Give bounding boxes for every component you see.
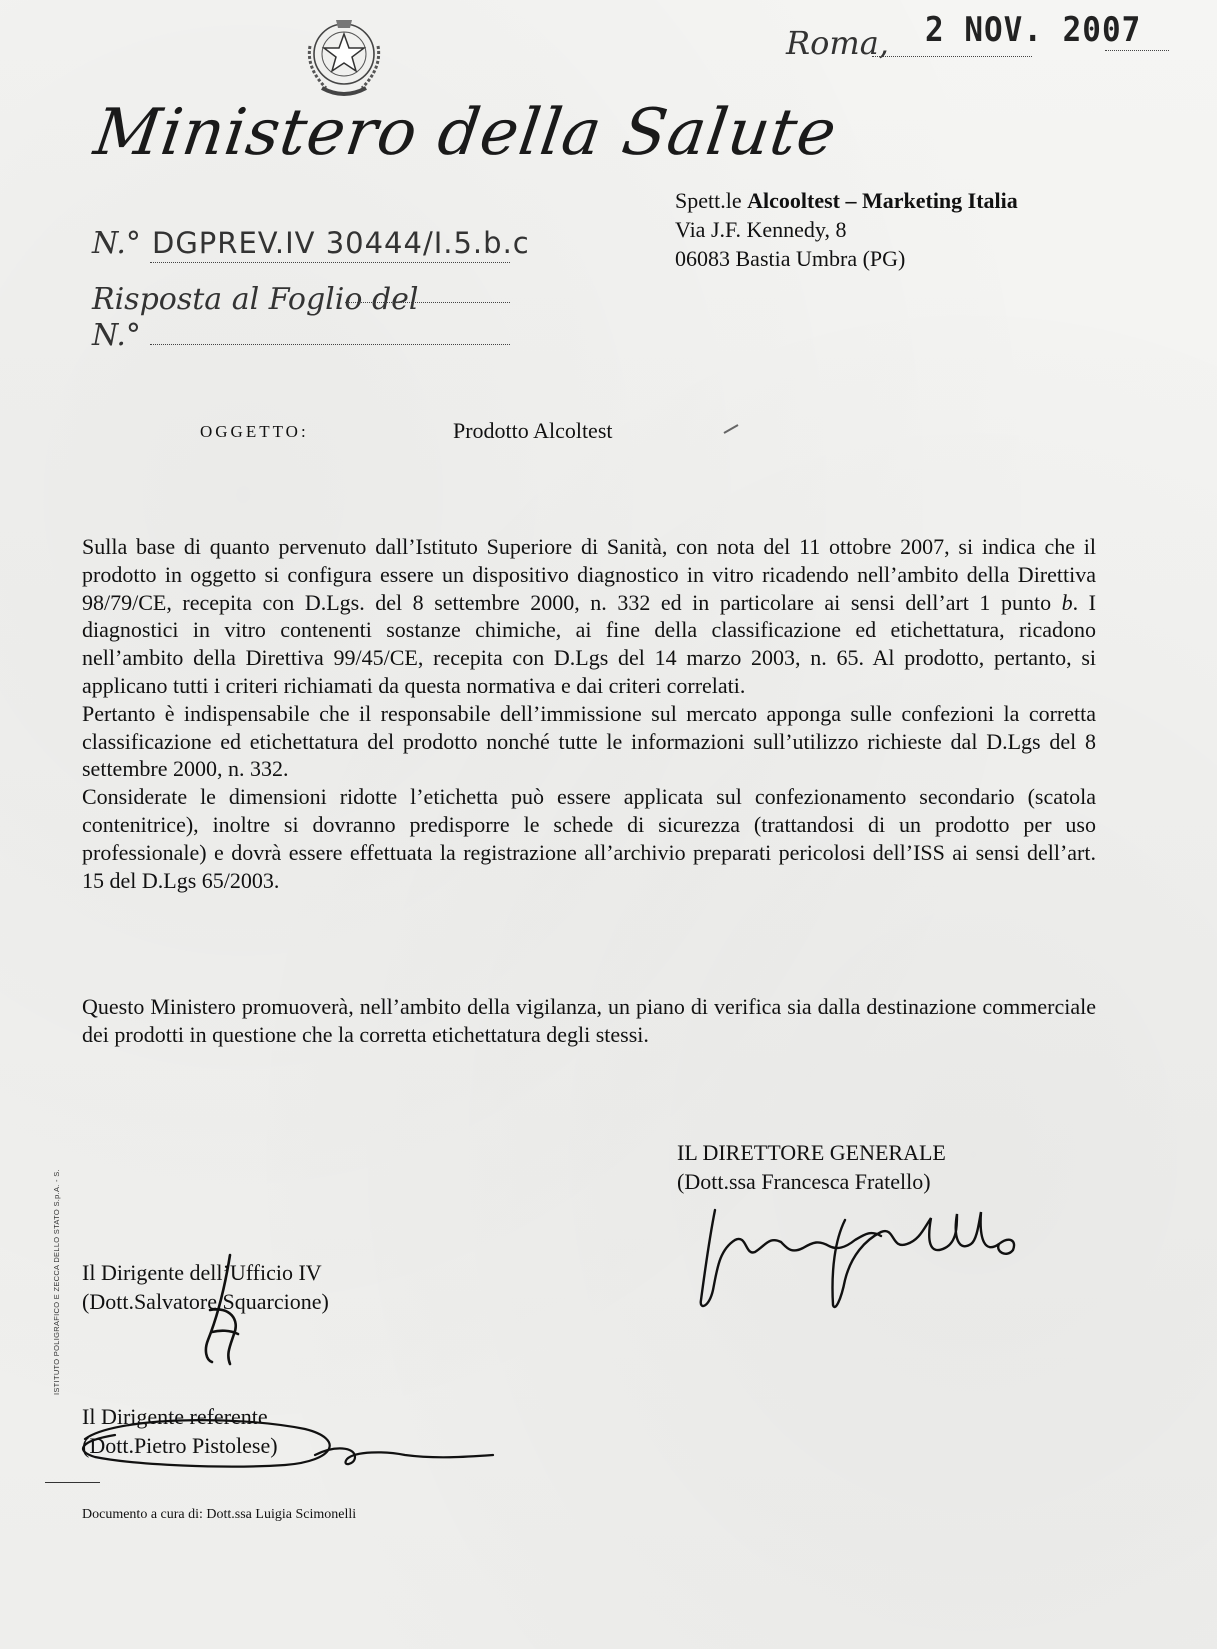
reply-number-dotted-line: [150, 344, 510, 345]
recipient-prefix: Spett.le: [675, 188, 742, 213]
recipient-city: 06083 Bastia Umbra (PG): [675, 246, 906, 271]
protocol-number-value: DGPREV.IV 30444/I.5.b.c: [152, 226, 530, 260]
dirigente-ufficio-name: (Dott.Salvatore Squarcione): [82, 1289, 329, 1314]
reply-label: Risposta al Foglio del: [92, 282, 419, 317]
printer-imprint: ISTITUTO POLIGRAFICO E ZECCA DELLO STATO S.p.A. - S.: [52, 1169, 61, 1395]
dirigente-referente-signature: [55, 1405, 495, 1475]
protocol-dotted-line: [150, 262, 510, 263]
date-stamp: 2 NOV. 2007: [925, 10, 1142, 50]
reply-dotted-line: [345, 302, 510, 303]
body-paragraph-3: Considerate le dimensioni ridotte l’etichetta può essere applicata sul confezionamento secondario (scatola contenitrice), inoltre si dovranno predisporre le schede di sicurezza (trattandosi di un prodotto per uso professionale) e dovrà essere effettuata la registrazione all’archivio preparati pericolosi dell’ISS ai sensi dell’art. 15 del D.Lgs 65/2003.: [82, 784, 1096, 893]
date-dotted-line-end: [1105, 50, 1169, 51]
closing-paragraph: Questo Ministero promuoverà, nell’ambito della vigilanza, un piano di verifica sia dalla destinazione commerciale dei prodotti in questione che la corretta etichettatura degli stessi.: [82, 994, 1096, 1047]
footer-rule: [45, 1482, 100, 1483]
dirigente-referente-name: (Dott.Pietro Pistolese): [82, 1433, 278, 1458]
director-general-title: IL DIRETTORE GENERALE: [677, 1140, 946, 1165]
footer-note: Documento a cura di: Dott.ssa Luigia Scimonelli: [82, 1507, 357, 1522]
place-label: Roma,: [786, 24, 889, 62]
director-general-block: [677, 1138, 946, 1196]
dirigente-referente-title: Il Dirigente referente: [82, 1404, 268, 1429]
recipient-street: Via J.F. Kennedy, 8: [675, 217, 847, 242]
protocol-number-label: N.°: [92, 226, 141, 261]
date-dotted-line: [872, 56, 1032, 57]
recipient-name: Alcooltest – Marketing Italia: [747, 188, 1018, 213]
director-general-name: (Dott.ssa Francesca Fratello): [677, 1169, 931, 1194]
dirigente-ufficio-title: Il Dirigente dell’Ufficio IV: [82, 1260, 322, 1285]
letter-body: [82, 533, 1096, 894]
body-paragraph-1: Sulla base di quanto pervenuto dall’Istituto Superiore di Sanità, con nota del 11 ottobre 2007, si indica che il prodotto in oggetto si configura essere un dispositivo diagnostico in vitro ricadendo nell’ambito della Direttiva 98/79/CE, recepita con D.Lgs. del 8 settembre 2000, n. 332 ed in particolare ai sensi dell’art 1 punto b. I diagnostici in vitro contenenti sostanze chimiche, ai fine della classificazione ed etichettatura, ricadono nell’ambito della Direttiva 99/45/CE, recepita con D.Lgs del 14 marzo 2003, n. 65. Al prodotto, pertanto, si applicano tutti i criteri richiamati da questa normativa e dai criteri correlati.: [82, 534, 1096, 698]
dirigente-ufficio-signature: [190, 1250, 260, 1370]
reply-number-label: N.°: [92, 318, 141, 353]
italian-republic-emblem-icon: [296, 8, 392, 108]
ministry-title: Ministero della Salute: [89, 96, 842, 170]
director-general-signature: [695, 1200, 1025, 1315]
scan-mark: [722, 423, 740, 435]
subject-value: Prodotto Alcoltest: [453, 418, 613, 443]
recipient-address: [675, 186, 1018, 273]
subject-label: OGGETTO:: [200, 422, 309, 441]
body-paragraph-2: Pertanto è indispensabile che il responsabile dell’immissione sul mercato apponga sulle confezioni la corretta classificazione ed etichettatura del prodotto nonché tutte le informazioni sull’utilizzo richieste dal D.Lgs del 8 settembre 2000, n. 332.: [82, 700, 1096, 782]
